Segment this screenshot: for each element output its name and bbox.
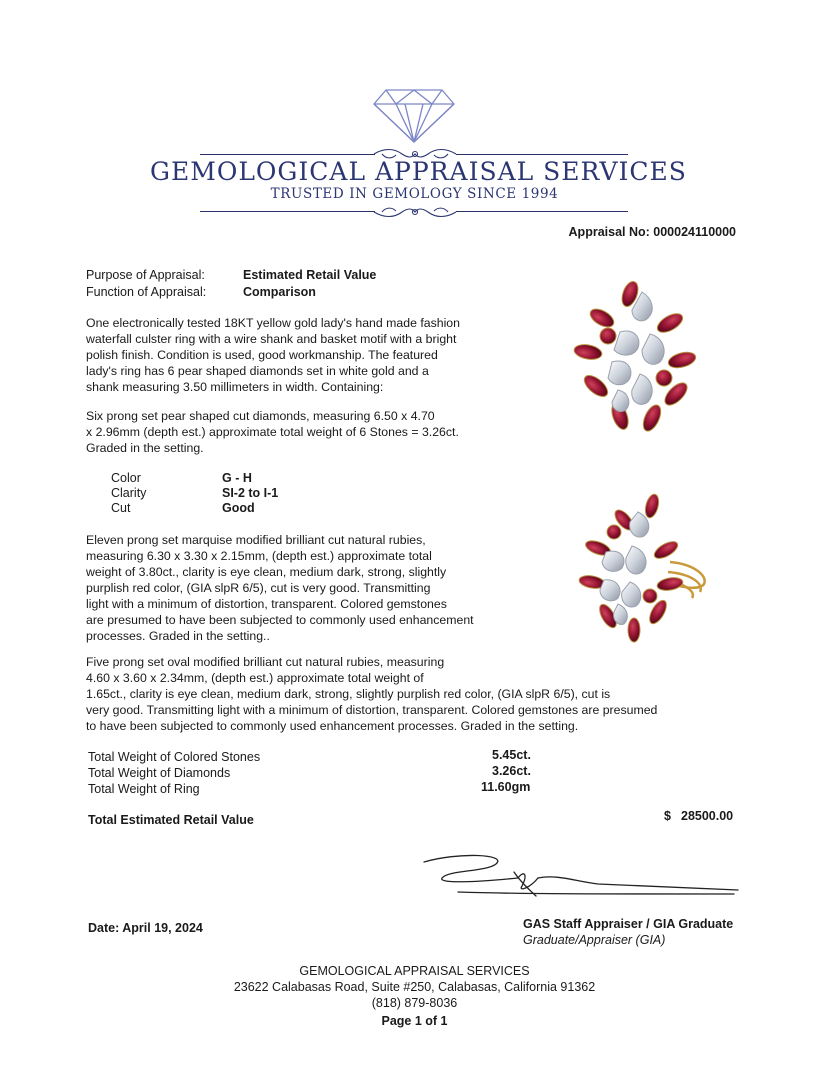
- appraisal-number: Appraisal No: 000024110000: [568, 225, 736, 239]
- total-colored-value: 5.45ct.: [492, 748, 531, 762]
- oval-line: 1.65ct., clarity is eye clean, medium dark, strong, slightly purplish red color, (GIA slpR 6/5), cut is: [86, 687, 611, 701]
- ring-side-view-image: [574, 492, 706, 644]
- ruby-line: Eleven prong set marquise modified brilliant cut natural rubies,: [86, 533, 426, 547]
- marquise-ruby-description: [86, 532, 556, 644]
- description-line: polish finish. Condition is used, good workmanship. The featured: [86, 348, 438, 362]
- date: Date: April 19, 2024: [88, 921, 203, 935]
- header-bottom-rule-right: [456, 211, 628, 212]
- grade-color-label: Color: [111, 471, 141, 485]
- diamond-logo-icon: [372, 88, 456, 144]
- bottom-flourish-icon: [372, 204, 458, 220]
- retail-currency: $: [664, 809, 671, 823]
- retail-amount: 28500.00: [681, 809, 734, 823]
- oval-line: to have been subjected to commonly used enhancement processes. Graded in the setting.: [86, 719, 579, 733]
- appraiser-signature: [418, 848, 742, 904]
- page-number: Page 1 of 1: [381, 1014, 448, 1028]
- header-top-rule-right: [456, 154, 628, 155]
- ruby-line: weight of 3.80ct., clarity is eye clean, medium dark, strong, slightly: [86, 565, 447, 579]
- grade-cut-value: Good: [222, 501, 255, 515]
- purpose-value: Estimated Retail Value: [243, 268, 377, 282]
- grade-cut-label: Cut: [111, 501, 131, 515]
- footer-company: GEMOLOGICAL APPRAISAL SERVICES: [299, 964, 530, 978]
- ruby-line: light with a minimum of distortion, transparent. Colored gemstones: [86, 597, 447, 611]
- company-tagline: TRUSTED IN GEMOLOGY SINCE 1994: [270, 186, 559, 202]
- header-top-rule: [200, 154, 375, 155]
- oval-line: 4.60 x 3.60 x 2.34mm, (depth est.) approximate total weight of: [86, 671, 424, 685]
- description-line: lady's ring has 6 pear shaped diamonds set in white gold and a: [86, 364, 429, 378]
- function-label: Function of Appraisal:: [86, 285, 207, 299]
- ring-description: [86, 315, 546, 395]
- oval-line: Five prong set oval modified brilliant cut natural rubies, measuring: [86, 655, 445, 669]
- total-diamonds-label: Total Weight of Diamonds: [88, 766, 231, 780]
- description-line: shank measuring 3.50 millimeters in width. Containing:: [86, 380, 384, 394]
- description-line: One electronically tested 18KT yellow gold lady's hand made fashion: [86, 316, 460, 330]
- total-ring-value: 11.60gm: [481, 780, 531, 794]
- grade-color-value: G - H: [222, 471, 252, 485]
- total-ring-label: Total Weight of Ring: [88, 782, 200, 796]
- diamond-line: x 2.96mm (depth est.) approximate total weight of 6 Stones = 3.26ct.: [86, 425, 459, 439]
- appraiser-subtitle: Graduate/Appraiser (GIA): [523, 933, 666, 947]
- diamond-description: [86, 408, 546, 456]
- purpose-label: Purpose of Appraisal:: [86, 268, 205, 282]
- diamond-line: Graded in the setting.: [86, 441, 204, 455]
- retail-value-label: Total Estimated Retail Value: [88, 813, 254, 827]
- diamond-line: Six prong set pear shaped cut diamonds, measuring 6.50 x 4.70: [86, 409, 435, 423]
- ring-top-view-image: [572, 278, 704, 438]
- description-line: waterfall culster ring with a wire shank and basket motif with a bright: [86, 332, 457, 346]
- oval-line: very good. Transmitting light with a minimum of distortion, transparent. Colored gemstones are presumed: [86, 703, 658, 717]
- total-colored-label: Total Weight of Colored Stones: [88, 750, 261, 764]
- total-diamonds-value: 3.26ct.: [492, 764, 531, 778]
- company-name: GEMOLOGICAL APPRAISAL SERVICES: [150, 157, 687, 186]
- grade-clarity-label: Clarity: [111, 486, 147, 500]
- function-value: Comparison: [243, 285, 316, 299]
- footer-phone: (818) 879-8036: [371, 996, 458, 1010]
- footer-address: 23622 Calabasas Road, Suite #250, Calabasas, California 91362: [233, 980, 596, 994]
- oval-ruby-description: [86, 654, 746, 734]
- grade-clarity-value: SI-2 to I-1: [222, 486, 279, 500]
- ruby-line: processes. Graded in the setting..: [86, 629, 270, 643]
- ruby-line: measuring 6.30 x 3.30 x 2.15mm, (depth est.) approximate total: [86, 549, 432, 563]
- ruby-line: purplish red color, (GIA slpR 6/5), cut is very good. Transmitting: [86, 581, 431, 595]
- ruby-line: are presumed to have been subjected to commonly used enhancement: [86, 613, 474, 627]
- appraiser-title: GAS Staff Appraiser / GIA Graduate: [523, 917, 734, 931]
- header-bottom-rule: [200, 211, 375, 212]
